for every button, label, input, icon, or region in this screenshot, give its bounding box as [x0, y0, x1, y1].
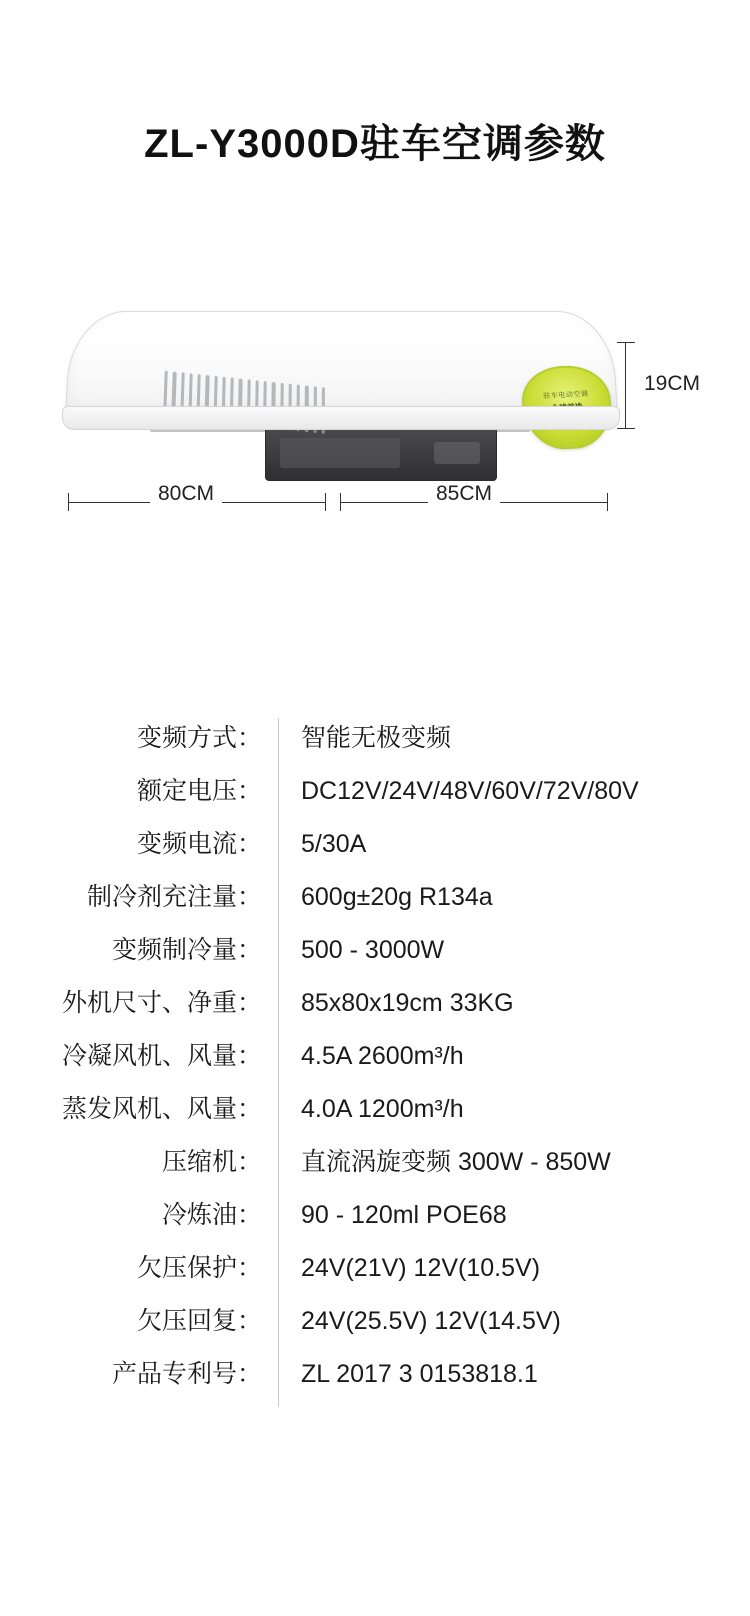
- table-row: [0, 1195, 750, 1248]
- spec-table: [0, 718, 750, 1407]
- spec-label: 冷炼油：: [161, 1201, 262, 1229]
- spec-label: 变频方式：: [136, 724, 262, 752]
- table-row: [0, 824, 750, 877]
- table-row: [0, 771, 750, 824]
- spec-value: ZL 2017 3 0153818.1: [301, 1360, 538, 1388]
- table-row: [0, 983, 750, 1036]
- ac-under-chassis: [265, 427, 497, 481]
- spec-label: 额定电压：: [136, 777, 262, 805]
- table-row: [0, 1354, 750, 1407]
- spec-label: 变频电流：: [136, 830, 262, 858]
- spec-value: 4.5A 2600m³/h: [301, 1042, 464, 1070]
- table-row: [0, 1248, 750, 1301]
- spec-value: DC12V/24V/48V/60V/72V/80V: [301, 777, 639, 805]
- table-row: [0, 1089, 750, 1142]
- ac-unit-body: [65, 311, 618, 417]
- table-row: [0, 718, 750, 771]
- dimension-width-right-label: 85CM: [428, 482, 500, 506]
- spec-label: 外机尺寸、净重：: [61, 989, 262, 1017]
- page-title: ZL-Y3000D驻车空调参数: [144, 122, 606, 166]
- spec-value: 85x80x19cm 33KG: [301, 989, 514, 1017]
- spec-value: 90 - 120ml POE68: [301, 1201, 507, 1229]
- table-row: [0, 930, 750, 983]
- spec-value: 24V(21V) 12V(10.5V): [301, 1254, 541, 1282]
- spec-label: 变频制冷量：: [111, 936, 262, 964]
- badge-line-1: 驻车电动空调: [542, 390, 589, 400]
- table-row: [0, 1142, 750, 1195]
- spec-value: 直流涡旋变频 300W - 850W: [301, 1148, 611, 1176]
- dimension-width-left-label: 80CM: [150, 482, 222, 506]
- table-row: [0, 877, 750, 930]
- product-illustration: [0, 270, 750, 560]
- spec-label: 欠压回复：: [136, 1307, 262, 1335]
- spec-value: 智能无极变频: [301, 724, 452, 752]
- table-row: [0, 1301, 750, 1354]
- spec-value: 500 - 3000W: [301, 936, 445, 964]
- spec-label: 冷凝风机、风量：: [61, 1042, 262, 1070]
- spec-value: 4.0A 1200m³/h: [301, 1095, 464, 1123]
- spec-label: 压缩机：: [161, 1148, 262, 1176]
- spec-label: 制冷剂充注量：: [86, 883, 262, 911]
- dimension-height-label: 19CM: [644, 372, 701, 395]
- spec-value: 24V(25.5V) 12V(14.5V): [301, 1307, 561, 1335]
- spec-value: 600g±20g R134a: [301, 883, 493, 911]
- spec-label: 欠压保护：: [136, 1254, 262, 1282]
- spec-label: 蒸发风机、风量：: [61, 1095, 262, 1123]
- spec-value: 5/30A: [301, 830, 367, 858]
- ac-front-lip: [62, 406, 620, 430]
- spec-label: 产品专利号：: [111, 1360, 262, 1388]
- table-row: [0, 1036, 750, 1089]
